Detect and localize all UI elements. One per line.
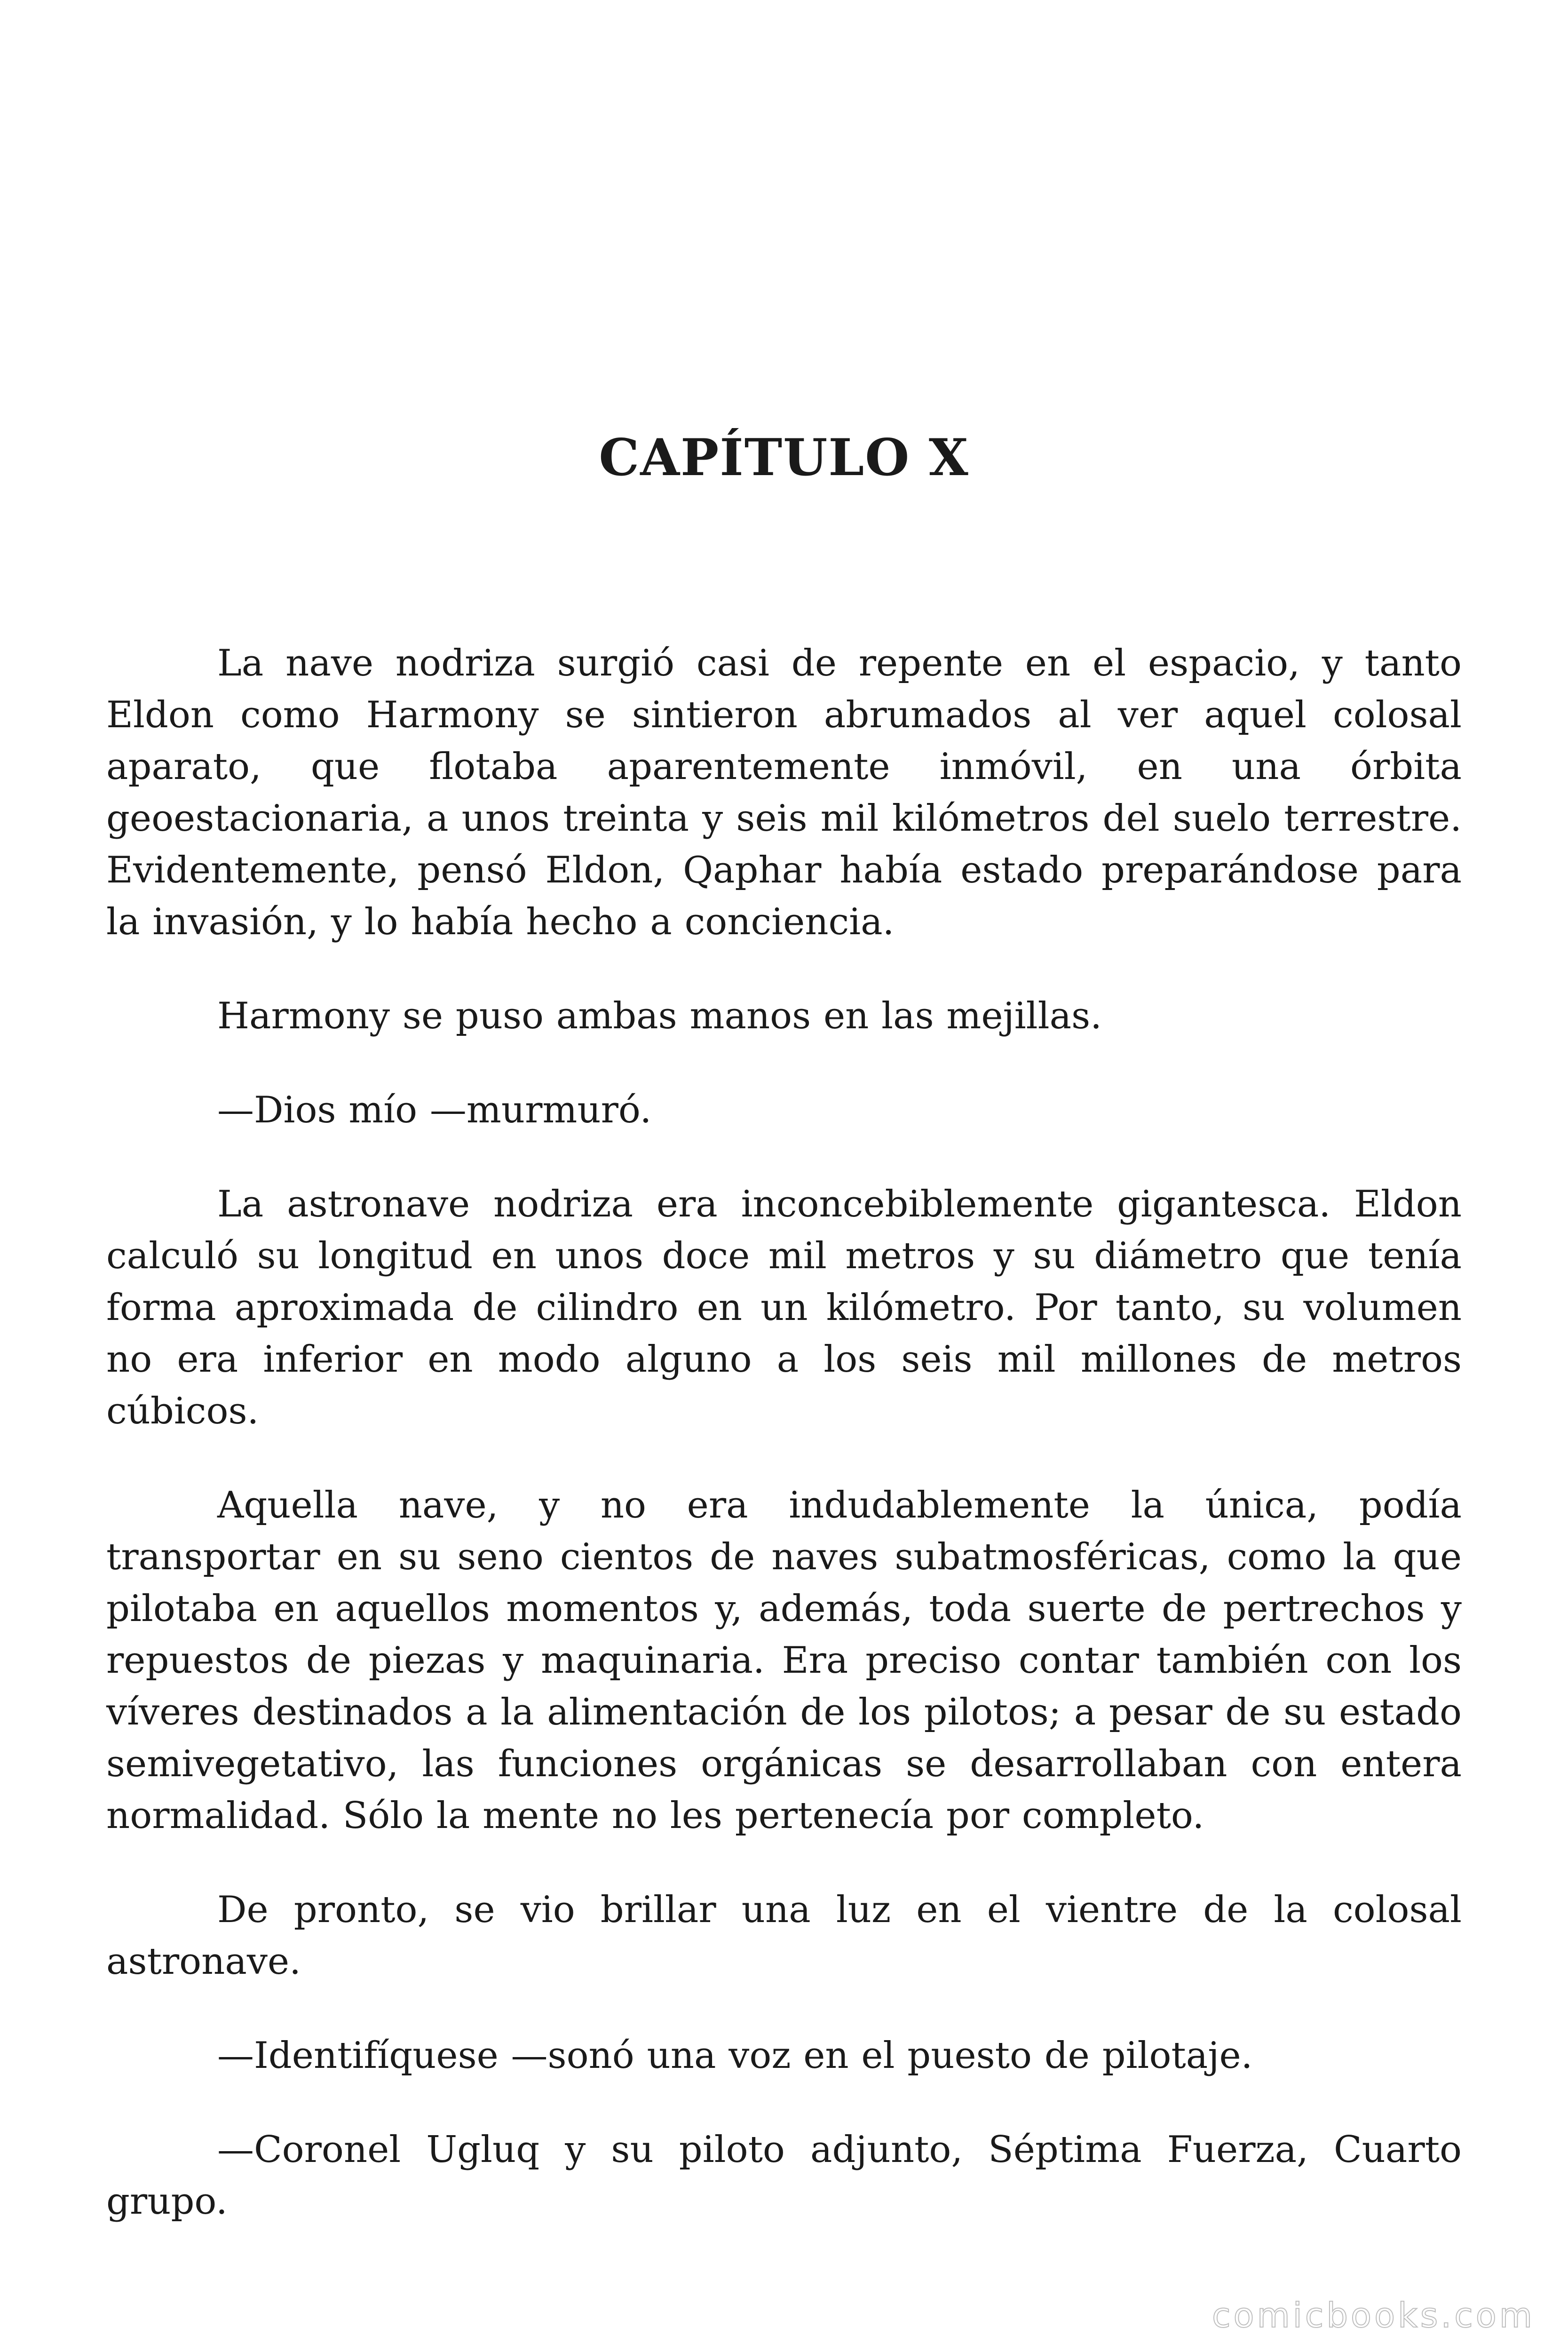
dialogue-paragraph: —Identifíquese —sonó una voz en el puesto de pilotaje. <box>217 2034 1253 2077</box>
paragraph: Harmony se puso ambas manos en las mejillas. <box>217 995 1102 1037</box>
paragraph: La nave nodriza surgió casi de repente en el espacio, y tanto Eldon como Harmony se sintieron abrumados al ver aquel colosal aparato, que flotaba aparentemente inmóvil, en una órbita geoestacionaria, a unos treinta y seis mil kilómetros del suelo terrestre. Evidentemente, pensó Eldon, Qaphar había estado preparándose para la invasión, y lo había hecho a conciencia. <box>106 642 1462 943</box>
dialogue-paragraph: —Dios mío —murmuró. <box>217 1089 652 1131</box>
paragraph: Aquella nave, y no era indudablemente la única, podía transportar en su seno cientos de naves subatmosféricas, como la que pilotaba en aquellos momentos y, además, toda suerte de pertrechos y repuestos de piezas y maquinaria. Era preciso contar también con los víveres destinados a la alimentación de los pilotos; a pesar de su estado semivegetativo, las funciones orgánicas se desarrollaban con entera normalidad. Sólo la mente no les pertenecía por completo. <box>106 1484 1462 1837</box>
dialogue-paragraph: —Coronel Ugluq y su piloto adjunto, Séptima Fuerza, Cuarto grupo. <box>106 2129 1462 2223</box>
chapter-title: CAPÍTULO X <box>599 428 969 487</box>
paragraph: La astronave nodriza era inconcebiblemente gigantesca. Eldon calculó su longitud en unos doce mil metros y su diámetro que tenía forma aproximada de cilindro en un kilómetro. Por tanto, su volumen no era inferior en modo alguno a los seis mil millones de metros cúbicos. <box>106 1183 1462 1432</box>
chapter-body <box>106 637 1462 2270</box>
watermark: comicbooks.com <box>1212 2296 1535 2335</box>
paragraph: De pronto, se vio brillar una luz en el vientre de la colosal astronave. <box>106 1889 1462 1983</box>
